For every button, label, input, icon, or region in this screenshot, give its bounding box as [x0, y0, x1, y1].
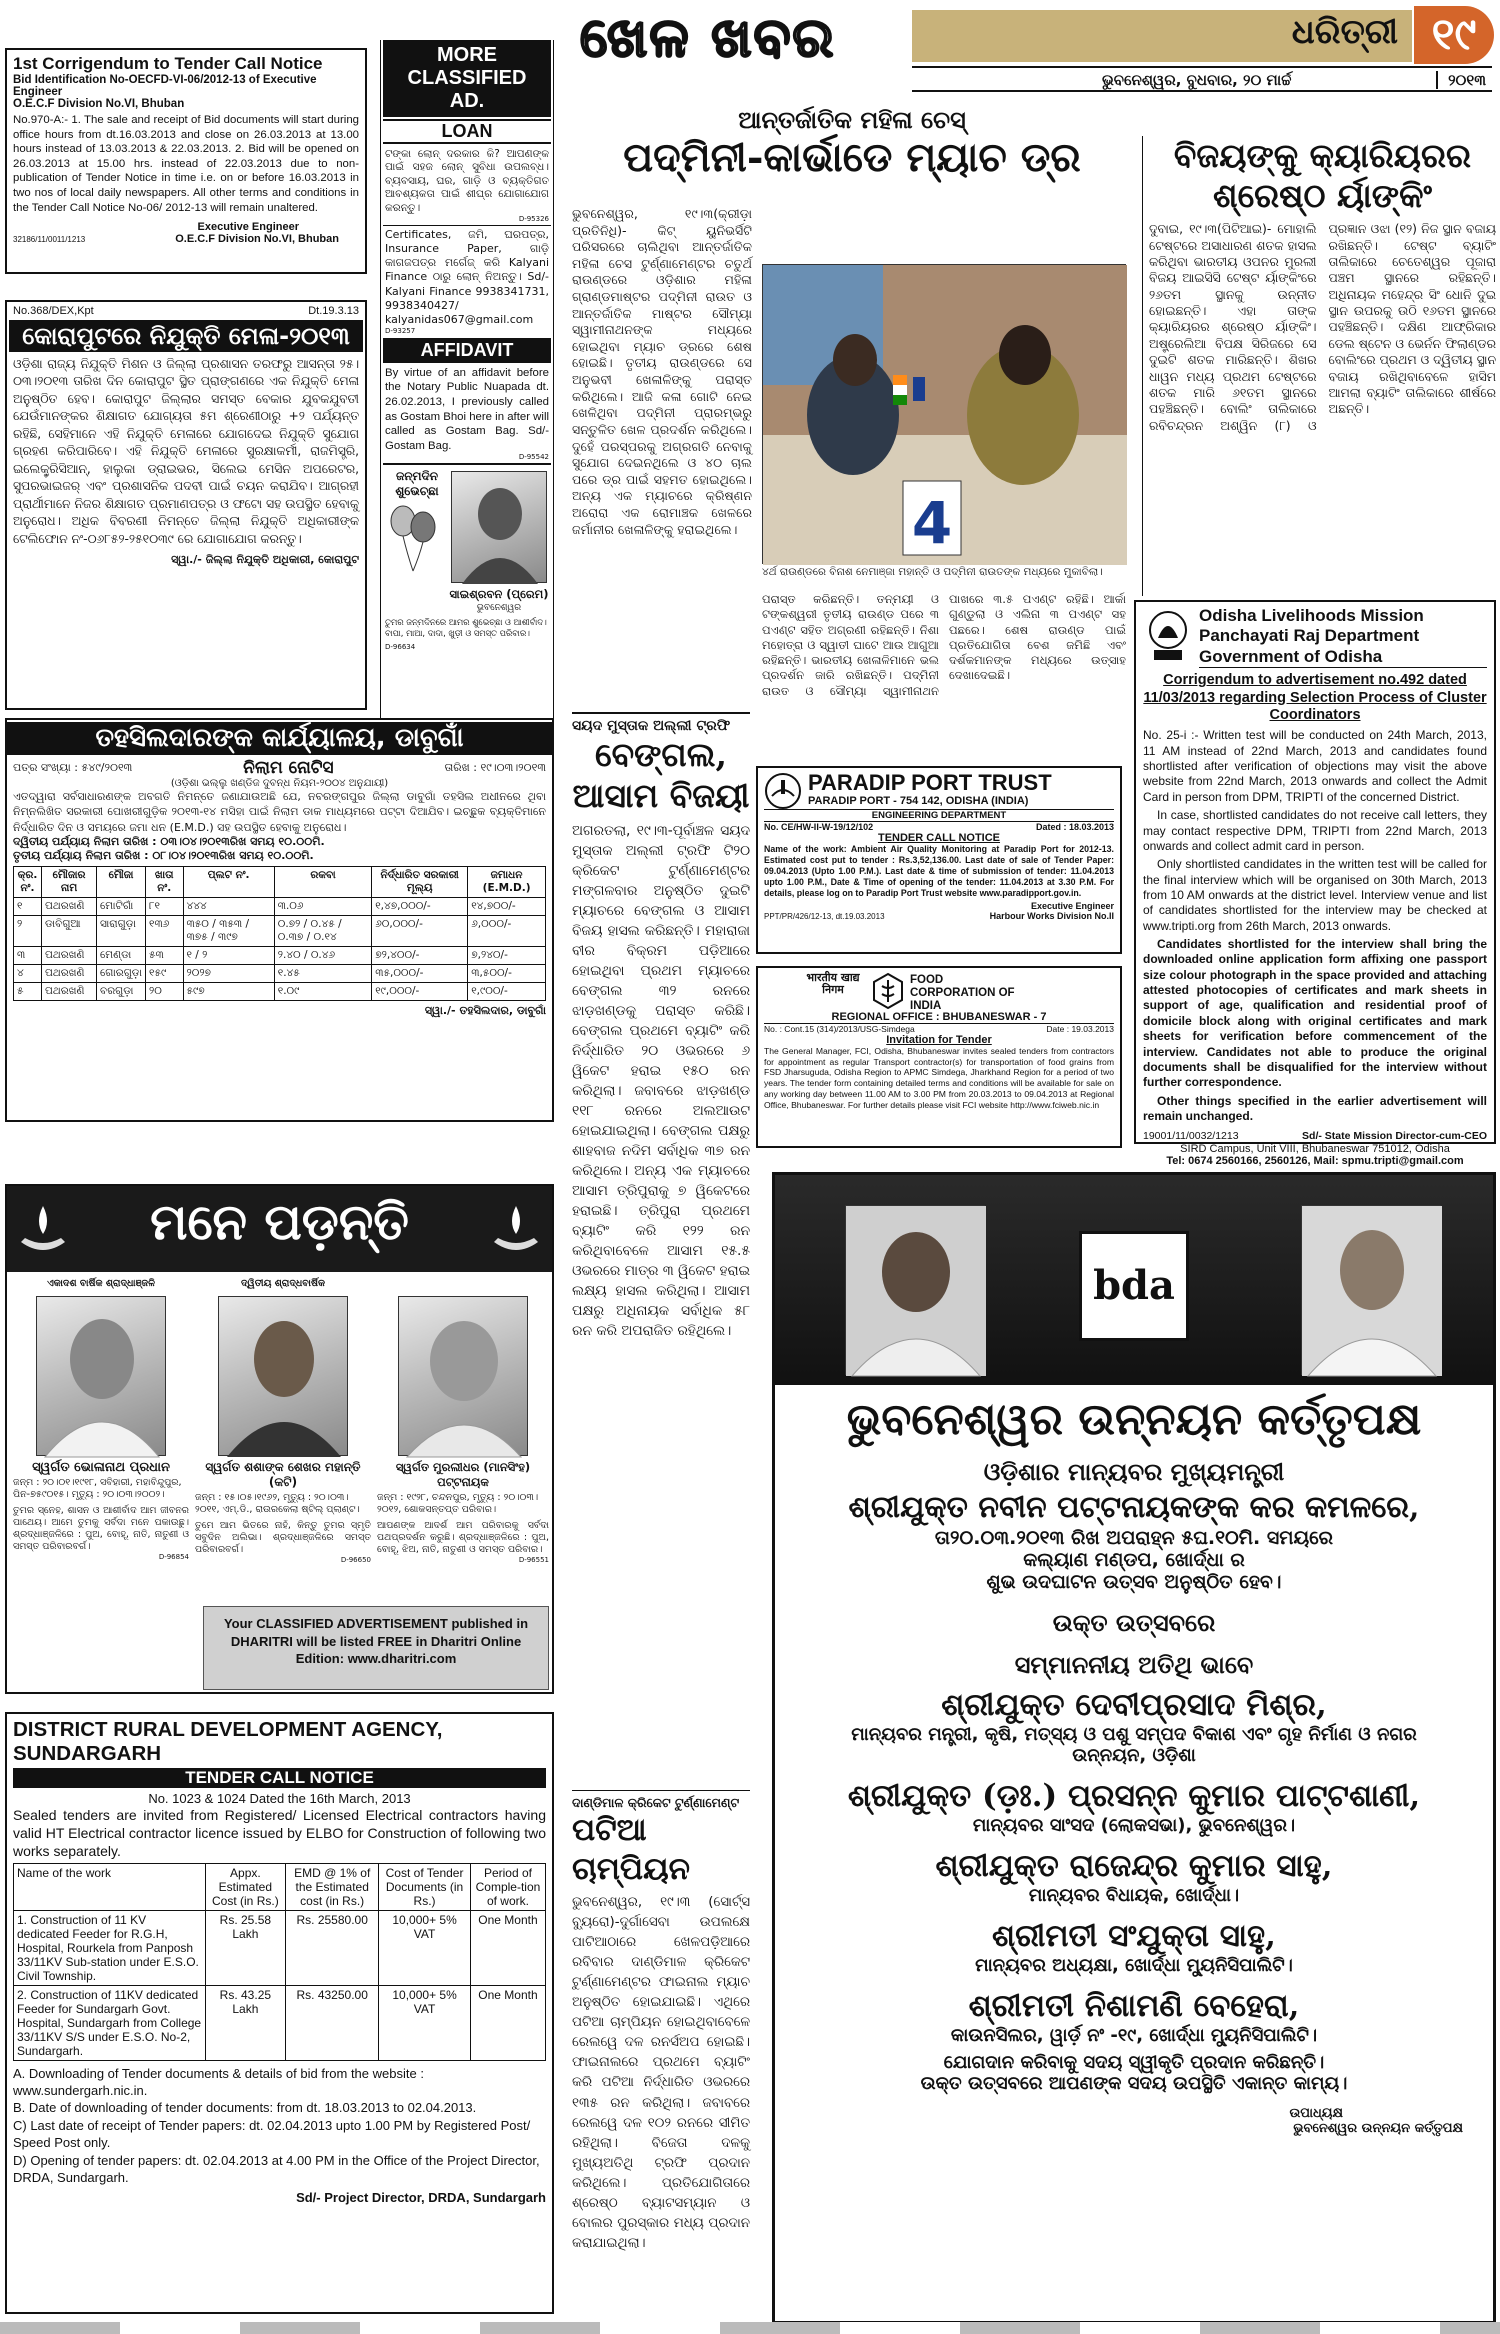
obituary-code: D-96650 — [340, 1556, 371, 1565]
corrigendum-bid-id: Bid Identification No-OECFD-VI-06/2012-13 of Executive Engineer — [13, 74, 317, 98]
bda-guest — [775, 1988, 1493, 2046]
drda-note: A. Downloading of Tender documents & details of bid from the website : www.sundergarh.nic.in. — [13, 2065, 424, 2098]
dharitri-online-promo: Your CLASSIFIED ADVERTISEMENT published in DHARITRI will be listed FREE in Dharitri Online Edition: www.dharitri.com — [203, 1606, 549, 1690]
table-cell: ୧୩୬ — [145, 916, 183, 947]
balloons-icon — [385, 503, 445, 573]
bda-guest — [775, 1687, 1493, 1766]
table-cell: Rs. 43.25 Lakh — [205, 1985, 286, 2060]
table-cell: ୪ — [14, 965, 42, 983]
lamp-icon — [13, 1200, 73, 1260]
dateline: ଭୁବନେଶ୍ୱର, ବୁଧବାର, ୨୦ ମାର୍ଚ୍ଚ — [1102, 71, 1292, 89]
paradip-body: Name of the work: Ambient Air Quality Monitoring at Paradip Port for 2012-13. Estimated cost put to tender : Rs.3,52,136.00. Last date of sale of Tender Paper: 09.04.2013 (Upto 1.00 P.M.). Last date & time of submission of tender: 11.04.2013 upto 1.00 P.M., Date & Time of opening of the tender: 11.04.2013 at 3.30 P.M. For details, please log on to Paradip Port Trust website www.paradipport.gov.in. — [764, 844, 1114, 899]
table-cell: ୩୫,୦୦୦/- — [372, 965, 468, 983]
table-cell: Rs. 25.58 Lakh — [205, 1910, 286, 1985]
table-header: EMD @ 1% of the Estimated cost (in Rs.) — [286, 1863, 379, 1910]
olm-title-1: Odisha Livelihoods Mission — [1199, 606, 1424, 625]
table-cell: ୭୨,୪୦୦/- — [372, 947, 468, 965]
obituary-title: ମନେ ପଡ଼ନ୍ତି — [150, 1192, 409, 1251]
olm-corrigendum — [1134, 600, 1496, 1168]
auction-notice-title: ନିଲାମ ନୋଟିସ — [243, 758, 334, 778]
birthday-wish: ତୁମର ଜନ୍ମଦିନରେ ଆମର ଶୁଭେଚ୍ଛା ଓ ଆଶୀର୍ବାଦ। ବାପା, ମାଆ, ଦାଦା, ଖୁଡ଼ୀ ଓ ସମସ୍ତ ପରିବାର। — [385, 617, 547, 638]
paradip-code: PPT/PR/426/12-13, dt.19.03.2013 — [764, 912, 885, 922]
olm-body-4: Candidates shortlisted for the interview shall bring the downloaded online application form affixing one passport size colour photograph in the space provided and attaching attested photocopies of certificates and mark sheets in support of age, qualification and residential proof of domicile block along with original certificates and mark sheets for verification before commencement of the interview. Candidates not able to produce the original documents shall be disqualified for the interview without further correspondence. — [1143, 937, 1487, 1090]
job-fair-sign: ସ୍ୱା./- ଜିଲ୍ଲା ନିଯୁକ୍ତି ଅଧିକାରୀ, କୋରାପୁଟ — [171, 552, 359, 566]
chess-caption: ୪ର୍ଥ ରାଉଣ୍ଡରେ ବିନାଶ ନେମାଞ୍ଜା ମହାନ୍ତି ଓ ପଦ୍ମିନୀ ରାଉତଙ୍କ ମଧ୍ୟରେ ମୁକାବିଲା। — [762, 566, 1103, 578]
table-cell: ୧,୪୭,୦୦୦/- — [372, 898, 468, 916]
table-cell: Rs. 25580.00 — [286, 1910, 379, 1985]
table-cell: ପଥରଖଣି — [42, 898, 97, 916]
table-cell: ୩୫୦ / ୩୫୩ / ୩୭୫ / ୩୯୭ — [183, 916, 274, 947]
fci-body: The General Manager, FCI, Odisha, Bhubaneswar invites sealed tenders from contractors for appointment as regular Transport contractor(s) for transportation of food grains from FSD Jharsuguda, Odisha Region to APMC Simdega, Jharkhand Region for a period of two years. The tender form containing detailed terms and conditions will be available for sale on any working day between 11.00 AM to 3.00 PM from 20.03.2013 to 09.04.2013 at Regional Office, Bhubaneswar. For further details please visit FCI website http://www.fciweb.nic.in — [764, 1046, 1114, 1110]
fci-date: Date : 19.03.2013 — [1046, 1024, 1114, 1034]
birthday-ad — [381, 467, 553, 651]
classified-column — [380, 40, 554, 720]
obituary-details: ଜନ୍ମ : ୧୯୨୮, ଚନ୍ଦନପୁର, ମୃତ୍ୟୁ : ୨୦।୦୩।୨୦୧୨, ଶୋକସନ୍ତପ୍ତ ପରିବାର। — [377, 1492, 539, 1516]
table-cell: ୨୦ — [145, 983, 183, 1001]
table-cell: ପଥରଖଣି — [42, 947, 97, 965]
drda-note: C) Last date of receipt of Tender papers: dt. 02.04.2013 upto 1.00 PM by Registered Post/ Speed Post only. — [13, 2117, 531, 2151]
bda-cm-name: ଶ୍ରୀଯୁକ୍ତ ନବୀନ ପଟ୍ଟନାୟକଙ୍କ କର କମଳରେ, — [848, 1490, 1420, 1526]
tahsildar-title: ତହସିଲଦାରଙ୍କ କାର୍ଯ୍ୟାଳୟ, ଡାବୁଗାଁ — [7, 722, 552, 755]
olm-title-3: Government of Odisha — [1199, 647, 1487, 668]
divider — [383, 463, 551, 465]
paper-name-bar — [912, 10, 1412, 62]
corrigendum-division: O.E.C.F Division No.VI, Bhuban — [13, 98, 185, 110]
page-number: ୧୯ — [1414, 6, 1494, 64]
table-cell: ପଥରଖଣି — [42, 965, 97, 983]
olm-body-1: No. 25-i :- Written test will be conducted on 24th March, 2013, 11 AM instead of 22nd March, 2013 and candidates found shortlisted after verification of objections may visit the above website from 22nd March, 2013 onwards and collect the Admit Card in person from DPM, TRIPTI of the concerned District. — [1143, 728, 1487, 804]
fci-office: REGIONAL OFFICE : BHUBANESWAR - 7 — [764, 1011, 1114, 1024]
obituary-ad — [5, 1184, 554, 1694]
table-cell: ମୋଟିଗାଁ — [97, 898, 146, 916]
job-fair-ref: No.368/DEX,Kpt — [13, 305, 94, 317]
patia-headline: ପଟିଆ ଚାମ୍ପିୟନ — [572, 1812, 691, 1887]
bda-guest — [775, 1778, 1493, 1836]
table-cell: ୧.୪୫ — [274, 965, 371, 983]
table-cell: ମେଣ୍ଡା — [97, 947, 146, 965]
classified-header: MORE CLASSIFIED AD. — [383, 40, 551, 117]
table-cell: One Month — [470, 1910, 545, 1985]
svg-text:4: 4 — [911, 489, 953, 557]
table-cell: ୩,୫୦୦/- — [468, 965, 546, 983]
tahsildar-date: ତାରିଖ : ୧୯।୦୩।୨୦୧୩ — [444, 761, 546, 774]
fci-hindi-name: भारतीय खाद्य निगम — [806, 971, 860, 997]
year: ୨୦୧୩ — [1436, 71, 1486, 89]
paradip-ref: No. CE/HW-II-W-19/12/102 — [764, 822, 874, 833]
syed-headline: ବେଙ୍ଗଲ, ଆସାମ ବିଜୟୀ — [572, 735, 750, 816]
drda-note: B. Date of downloading of tender documents: from dt. 18.03.2013 to 02.04.2013. — [13, 2100, 477, 2116]
paradip-heading: TENDER CALL NOTICE — [877, 832, 1001, 845]
bda-title: ଭୁବନେଶ୍ୱର ଉନ୍ନୟନ କର୍ତ୍ତୃପକ୍ଷ — [846, 1394, 1422, 1445]
table-row — [14, 965, 546, 983]
table-cell: ୭,୨୪୦/- — [468, 947, 546, 965]
table-cell: ପଥରଖଣି — [42, 983, 97, 1001]
drda-intro: Sealed tenders are invited from Registered/ Licensed Electrical contractors having valid HT Electrical contractor licence issued by ELBO for Construction of following two works separately. — [13, 1807, 546, 1860]
bda-guest-name: ଶ୍ରୀଯୁକ୍ତ ଦେବୀପ୍ରସାଦ ମିଶ୍ର, — [941, 1687, 1327, 1724]
job-fair-body: ଓଡ଼ିଶା ରାଜ୍ୟ ନିଯୁକ୍ତି ମିଶନ ଓ ଜିଲ୍ଲା ପ୍ରଶାସନ ତରଫରୁ ଆସନ୍ତା ୨୫।୦୩।୨୦୧୩ ତାରିଖ ଦିନ କୋରାପୁଟ ସ୍ଥିତ ପ୍ରାଙ୍ଗଣରେ ଏକ ନିଯୁକ୍ତି ମେଳା ଅନୁଷ୍ଠିତ ହେବ। କୋରାପୁଟ ଜିଲ୍ଲାର ସମସ୍ତ ବେକାର ଯୁବକଯୁବତୀ ଯେଉଁମାନଙ୍କର ଶିକ୍ଷାଗତ ଯୋଗ୍ୟତା ୫ମ ଶ୍ରେଣୀଠାରୁ +୨ ପର୍ଯ୍ୟନ୍ତ ରହିଛି, ସେହିମାନେ ଏହି ନିଯୁକ୍ତି ମେଳାରେ ଯୋଗଦେଇ ନିଯୁକ୍ତି ସୁଯୋଗ ଗ୍ରହଣ କରିପାରିବେ। ଏହି ନିଯୁକ୍ତି ମେଳାରେ ସୁରକ୍ଷାକର୍ମୀ, ରାଜମିସ୍ତ୍ରି, ଇଲେକ୍ଟ୍ରିସିଆନ୍, ହାଲୁକା ଡ୍ରାଇଭର, ସିଲେଇ ମେସିନ ଅପରେଟର, ସୁପରଭାଇଜର୍ ଏବଂ ପ୍ରଶାସନିକ ପଦବୀ ପାଇଁ ଚୟନ କରାଯିବ। ଆଗ୍ରହୀ ପ୍ରାର୍ଥୀମାନେ ନିଜର ଶିକ୍ଷାଗତ ପ୍ରମାଣପତ୍ର ଓ ଫଟୋ ସହ ଉପସ୍ଥିତ ହେବାକୁ ଅନୁରୋଧ। ଅଧିକ ବିବରଣୀ ନିମନ୍ତେ ଜିଲ୍ଲା ନିଯୁକ୍ତି ଅଧିକାରୀଙ୍କ ଟେଲିଫୋନ ନଂ-୦୬୮୫୨-୨୫୧୦୩୯ ରେ ଯୋଗାଯୋଗ କରନ୍ତୁ। — [13, 357, 359, 546]
obituary-photo — [218, 1296, 348, 1456]
fci-heading: Invitation for Tender — [886, 1034, 992, 1046]
obituary-person — [195, 1278, 371, 1598]
section-title: ଖେଳ ଖବର — [580, 5, 836, 69]
corrigendum-sign-2: O.E.C.F Division No.VI, Bhuban — [175, 233, 339, 246]
paradip-title: PARADIP PORT TRUST — [808, 770, 1052, 795]
paradip-sign-1: Executive Engineer — [1030, 901, 1114, 912]
table-header: Name of the work — [14, 1863, 206, 1910]
table-cell: ୨.୪୦ / ୦.୪୬ — [274, 947, 371, 965]
table-cell: ୫୯୭ — [183, 983, 274, 1001]
fci-title: FOOD CORPORATION OF INDIA — [910, 974, 1015, 1013]
bda-text — [775, 1391, 1493, 2311]
table-header: Period of Comple-tion of work. — [470, 1863, 545, 1910]
table-cell: ୧୫୯ — [145, 965, 183, 983]
olm-contact: Tel: 0674 2560166, 2560126, Mail: spmu.tripti@gmail.com — [1166, 1155, 1464, 1168]
affidavit-text: By virtue of an affidavit before the Notary Public Nuapada dt. 26.02.2013, I previously called as Gostam Bhoi here in after will called as Gostam Bag. Sd/- Gostam Bag. — [385, 366, 549, 452]
table-header: ଜମାଧନ (E.M.D.) — [468, 867, 546, 898]
chief-minister-photo — [1301, 1205, 1441, 1375]
obituary-photo — [36, 1296, 166, 1456]
table-cell: ଗୋରଗୁଡ଼ା — [97, 965, 146, 983]
table-cell: 1. Construction of 11 KV dedicated Feeder for R.G.H, Hospital, Rourkela from Panposh 33/11KV Sub-station under E.S.O. Civil Township. — [14, 1910, 206, 1985]
bda-guest — [775, 1918, 1493, 1976]
affidavit-code: D-95542 — [518, 453, 549, 462]
table-header: Cost of Tender Documents (in Rs.) — [379, 1863, 471, 1910]
table-cell: ୫ — [14, 983, 42, 1001]
bda-guest-name: ଶ୍ରୀମତୀ ସଂଯୁକ୍ତା ସାହୁ, — [992, 1918, 1276, 1955]
job-fair-title: କୋରାପୁଟରେ ନିଯୁକ୍ତି ମେଳା-୨୦୧୩ — [9, 320, 363, 352]
bda-guest-role: ମାନ୍ୟବର ସାଂସଦ (ଲୋକସଭା), ଭୁବନେଶ୍ୱର। — [972, 1815, 1296, 1837]
table-header: ଖାତା ନଂ. — [145, 867, 183, 898]
table-cell: ୧ — [14, 898, 42, 916]
bda-sign-2: ଭୁବନେଶ୍ୱର ଉନ୍ନୟନ କର୍ତ୍ତୃପକ୍ଷ — [1293, 2121, 1463, 2137]
bda-guest-name: ଶ୍ରୀଯୁକ୍ତ (ଡ଼ଃ.) ପ୍ରସନ୍ନ କୁମାର ପାଟ୍ଟଶାଣୀ, — [847, 1778, 1421, 1815]
birthday-heading: ଜନ୍ମଦିନ ଶୁଭେଚ୍ଛା — [395, 469, 439, 498]
chess-body-2: ପରାସ୍ତ କରିଛନ୍ତି। ତନ୍ମୟୀ ଓ ଟଙ୍କଶ୍ୱରୀ ତୃତୀୟ ରାଉଣ୍ଡ ପରେ ୩ ପଏଣ୍ଟ ସହିତ ଅଗ୍ରଣୀ ରହିଛନ୍ତି। ନିଶା ମହୋତ୍ରା ଓ ସ୍ୱାତୀ ଘାଟେ ଆଉ ଆଗୁଆ ରହିଛନ୍ତି। ଭାରତୀୟ ଖେଳାଳିମାନେ ଭଲ ପ୍ରଦର୍ଶନ ଜାରି ରଖିଛନ୍ତି। ପଦ୍ମିନୀ ରାଉତ ଓ ସୌମ୍ୟା ସ୍ୱାମୀନାଥନ ପାଖରେ ୩.୫ ପଏଣ୍ଟ ରହିଛି। ଆର୍କା ଗୁଣ୍ଡୁଲା ଓ ଏଲିନା ୩ ପଏଣ୍ଟ ସହ ପଛରେ। ଶେଷ ରାଉଣ୍ଡ ପାଇଁ ପ୍ରତିଯୋଗିତା ବେଶ ଜମିଛି ଏବଂ ଦର୍ଶକମାନଙ୍କ ମଧ୍ୟରେ ଉତ୍ସାହ ଦେଖାଦେଇଛି। — [762, 592, 1126, 698]
drda-tender — [5, 1712, 554, 2314]
vijay-body: ଦୁବାଇ, ୧୯।୩(ପିଟିଆଇ)- ମୋହାଲି ଟେଷ୍ଟରେ ଅସାଧାରଣ ଶତକ ହାସଲ କରିଥିବା ଭାରତୀୟ ଓପନର ମୁରଲୀ ବିଜୟ ଆଇସିସି ଟେଷ୍ଟ ର୍ୟାଙ୍କିଂରେ ୨୬ତମ ସ୍ଥାନକୁ ଉନ୍ନୀତ ହୋଇଛନ୍ତି। ଏହା ତାଙ୍କ କ୍ୟାରିୟରର ଶ୍ରେଷ୍ଠ ର୍ୟାଙ୍କିଂ। ଅଷ୍ଟ୍ରେଲିଆ ବିପକ୍ଷ ସିରିଜରେ ସେ ଦୁଇଟି ଶତକ ମାରିଛନ୍ତି। ଶିଖର ଧାୱନ ମଧ୍ୟ ପ୍ରଥମ ଟେଷ୍ଟରେ ଶତକ ମାରି ୬୧ତମ ସ୍ଥାନରେ ପହଞ୍ଚିଛନ୍ତି। ବୋଲିଂ ତାଲିକାରେ ରବିଚନ୍ଦ୍ରନ ଅଶ୍ୱିନ (୮) ଓ ପ୍ରଜ୍ଞାନ ଓଝା (୧୨) ନିଜ ସ୍ଥାନ ବଜାୟ ରଖିଛନ୍ତି। ଟେଷ୍ଟ ବ୍ୟାଟିଂ ତାଲିକାରେ ଚେତେଶ୍ୱର ପୂଜାରା ପଞ୍ଚମ ସ୍ଥାନରେ ରହିଛନ୍ତି। ଅଧିନାୟକ ମହେନ୍ଦ୍ର ସିଂ ଧୋନି ଦୁଇ ସ୍ଥାନ ଉପରକୁ ଉଠି ୧୬ତମ ସ୍ଥାନରେ ପହଞ୍ଚିଛନ୍ତି। ଦକ୍ଷିଣ ଆଫ୍ରିକାର ଡେଲ ଷ୍ଟେନ ଓ ଭେର୍ନନ ଫିଲାଣ୍ଡର ବୋଲିଂରେ ପ୍ରଥମ ଓ ଦ୍ୱିତୀୟ ସ୍ଥାନ ବଜାୟ ରଖିଥିବାବେଳେ ହାସିମ ଆମଲା ବ୍ୟାଟିଂ ତାଲିକାରେ ଶୀର୍ଷରେ ଅଛନ୍ତି। — [1149, 221, 1496, 433]
table-row — [14, 1910, 546, 1985]
birthday-code: D-96634 — [385, 643, 416, 652]
corrigendum-title: 1st Corrigendum to Tender Call Notice — [13, 54, 323, 73]
obituary-name: ସ୍ୱର୍ଗତ ଶଶାଙ୍କ ଶେଖର ମହାନ୍ତି (କଟି) — [205, 1460, 361, 1489]
chess-photo — [762, 264, 1126, 564]
paradip-subtitle: PARADIP PORT - 754 142, ODISHA (INDIA) — [808, 795, 1029, 808]
fci-ref: No. : Cont.15 (314)/2013/USG-Simdega — [764, 1024, 915, 1034]
patia-story — [572, 1790, 750, 2320]
bda-venue: କଲ୍ୟାଣ ମଣ୍ଡପ, ଖୋର୍ଦ୍ଧା ର — [1023, 1549, 1245, 1572]
tahsildar-body: ଏତଦ୍ୱାରା ସର୍ବସାଧାରଣଙ୍କ ଅବଗତି ନିମନ୍ତେ ଜଣାଯାଉଅଛି ଯେ, ନବରଙ୍ଗପୁର ଜିଲ୍ଲା ଡାବୁଗାଁ ତହସିଲ ଅଧୀନରେ ଥିବା ନିମ୍ନଲିଖିତ ସରକାରୀ ପୋଖରୀଗୁଡ଼ିକ ୨୦୧୩-୧୪ ମସିହା ପାଇଁ ନିଲାମ ଡାକ ମାଧ୍ୟମରେ ପଟ୍ଟା ଦିଆଯିବ। ଇଚ୍ଛୁକ ବ୍ୟକ୍ତିମାନେ ନିର୍ଦ୍ଧାରିତ ଦିନ ଓ ସମୟରେ ଜମା ଧନ (E.M.D.) ସହ ଉପସ୍ଥିତ ହେବାକୁ ଅନୁରୋଧ। — [13, 790, 546, 834]
corrigendum-sign-1: Executive Engineer — [197, 221, 299, 234]
obituary-photo — [398, 1296, 528, 1456]
bda-guest — [775, 1848, 1493, 1906]
corrigendum-code: 32186/11/0011/1213 — [13, 235, 86, 245]
birthday-place: ଭୁବନେଶ୍ୱର — [476, 603, 522, 614]
table-cell: ୧.୦୯ — [274, 983, 371, 1001]
bda-logo — [1079, 1231, 1189, 1341]
job-fair-date: Dt.19.3.13 — [308, 305, 359, 317]
bda-event: ଶୁଭ ଉଦଘାଟନ ଉତ୍ସବ ଅନୁଷ୍ଠିତ ହେବ। — [986, 1571, 1282, 1594]
table-header: ନିର୍ଦ୍ଧାରିତ ସରକାରୀ ମୂଲ୍ୟ — [372, 867, 468, 898]
job-fair-ad — [5, 300, 367, 710]
table-row — [14, 983, 546, 1001]
table-cell: ୧୪,୭୦୦/- — [468, 898, 546, 916]
drda-note: D) Opening of tender papers: dt. 02.04.2013 at 4.00 PM in the Office of the Project Director, DRDA, Sundargarh. — [13, 2152, 540, 2185]
syed-mushtaq-story — [572, 712, 750, 1612]
loan-code-2: D-93257 — [385, 326, 416, 335]
fci-logo-icon — [870, 972, 906, 1010]
vijay-story — [1142, 136, 1496, 596]
paradip-dept: ENGINEERING DEPARTMENT — [764, 809, 1114, 822]
birthday-name: ସାଇଶ୍ରବନ (ପ୍ରେମ) — [449, 587, 549, 602]
corrigendum-body: No.970-A:- 1. The sale and receipt of Bid documents will start during office hours from dt.16.03.2013 and close on 26.03.2013 at 13.00 hours instead of 13.03.2013 & 22.03.2013. 2. Bid will be opened on 26.03.2013 at 15.00 hrs. instead of 22.03.2013 due to non- publication of Tender Notice in time i.e. on or before 16.03.2013 in two nos of local daily newspapers. All other terms and conditions in the Tender Call Notice No-06/ 2012-13 will remain unaltered. — [13, 114, 359, 214]
drda-ref: No. 1023 & 1024 Dated the 16th March, 2013 — [148, 1791, 411, 1806]
bda-invitation — [772, 1172, 1496, 2324]
auction-table — [13, 866, 546, 1001]
table-cell: ୫୩ — [145, 947, 183, 965]
table-cell: ୧,୯୦୦/- — [468, 983, 546, 1001]
table-cell: ୬୦,୦୦୦/- — [372, 916, 468, 947]
tahsildar-round-2: ଦ୍ୱିତୀୟ ପର୍ଯ୍ୟାୟ ନିଲାମ ତାରିଖ : ୦୩।୦୪।୨୦୧୩ରିଖ ସମୟ ୧୦.୦୦ମି. — [13, 835, 325, 849]
bda-guest-name: ଶ୍ରୀମତୀ ନିଶାମଣି ବେହେରା, — [968, 1988, 1300, 2025]
bda-date-line: ତା୨୦.୦୩.୨୦୧୩ ରିଖ ଅପରାହ୍ନ ୫ଘ.୧୦ମି. ସମୟରେ — [934, 1527, 1334, 1550]
table-cell: ବରଗୁଡ଼ା — [97, 983, 146, 1001]
masthead — [572, 4, 1496, 98]
paradip-tender — [756, 766, 1122, 954]
table-cell: ୨ — [14, 916, 42, 947]
obituary-code: D-96551 — [518, 1556, 549, 1565]
bda-sign-1: ଉପାଧ୍ୟକ୍ଷ — [1289, 2106, 1343, 2122]
table-header: କ୍ର. ନଂ. — [14, 867, 42, 898]
obituary-details: ଜନ୍ମ : ୧୫।୦୫।୧୯୬୨, ମୃତ୍ୟୁ : ୨୦।୦୩।୨୦୧୧, ଏମ୍.ଡି., ରାଉରକେଲା ଷ୍ଟିଲ୍ ପ୍ଲାଣ୍ଟ। — [195, 1492, 360, 1516]
syed-body: ଅଗରତଲା, ୧୯।୩-ପୂର୍ବାଞ୍ଚଳ ସୟଦ ମୁସ୍ତାକ ଅଲ୍ଲୀ ଟ୍ରଫି ଟି୨୦ କ୍ରିକେଟ ଟୁର୍ଣ୍ଣାମେଣ୍ଟର ମଙ୍ଗଳବାର ଅନୁଷ୍ଠିତ ଦୁଇଟି ମ୍ୟାଚରେ ବେଙ୍ଗଲ ଓ ଆସାମ ବିଜୟ ହାସଲ କରିଛନ୍ତି। ମହାରାଜା ବୀର ବିକ୍ରମ ପଡ଼ିଆରେ ହୋଇଥିବା ପ୍ରଥମ ମ୍ୟାଚରେ ବେଙ୍ଗଲ ୩୨ ରନରେ ଝାଡ଼ଖଣ୍ଡକୁ ପରାସ୍ତ କରିଛି। ବେଙ୍ଗଲ ପ୍ରଥମେ ବ୍ୟାଟିଂ କରି ନିର୍ଦ୍ଧାରିତ ୨୦ ଓଭରରେ ୬ ୱିକେଟ ହରାଇ ୧୫୦ ରନ କରିଥିଲା। ଜବାବରେ ଝାଡ଼ଖଣ୍ଡ ୧୧୮ ରନରେ ଅଲଆଉଟ ହୋଇଯାଇଥିଲା। ବେଙ୍ଗଲ ପକ୍ଷରୁ ଶାହବାଜ ନଦିମ ସର୍ବାଧିକ ୩୭ ରନ କରିଥିଲେ। ଅନ୍ୟ ଏକ ମ୍ୟାଚରେ ଆସାମ ତ୍ରିପୁରାକୁ ୭ ୱିକେଟରେ ହରାଇଛି। ତ୍ରିପୁରା ପ୍ରଥମେ ବ୍ୟାଟିଂ କରି ୧୨୨ ରନ କରିଥିବାବେଳେ ଆସାମ ୧୫.୫ ଓଭରରେ ମାତ୍ର ୩ ୱିକେଟ ହରାଇ ଲକ୍ଷ୍ୟ ହାସଲ କରିଥିଲା। ଆସାମ ପକ୍ଷରୁ ଅଧିନାୟକ ସର୍ବାଧିକ ୫୮ ରନ କରି ଅପରାଜିତ ରହିଥିଲେ। — [572, 822, 750, 1339]
tahsildar-letter-no: ପତ୍ର ସଂଖ୍ୟା : ୫୪୯/୨୦୧୩ — [13, 761, 133, 774]
bda-guests-intro: ସମ୍ମାନନୀୟ ଅତିଥି ଭାବେ — [1014, 1651, 1254, 1680]
olm-sign: Sd/- State Mission Director-cum-CEO — [1302, 1130, 1487, 1143]
loan-text: ଟଙ୍କା ଲୋନ୍ ଦରକାର କି? ଆପଣଙ୍କ ପାଇଁ ସହଜ ଲୋନ୍ ସୁବିଧା ଉପଲବ୍ଧ। ବ୍ୟବସାୟ, ଘର, ଗାଡ଼ି ଓ ବ୍ୟକ୍ତିଗତ ଆବଶ୍ୟକତା ପାଇଁ ଶୀଘ୍ର ଯୋଗାଯୋଗ କରନ୍ତୁ। — [385, 148, 549, 214]
bda-guest-role: ମାନ୍ୟବର ବିଧାୟକ, ଖୋର୍ଦ୍ଧା। — [1028, 1885, 1240, 1907]
patia-kicker: ଦାଣ୍ଡିମାଳ କ୍ରିକେଟ ଟୁର୍ଣ୍ଣାମେଣ୍ଟ — [572, 1795, 740, 1810]
tahsildar-notice — [5, 718, 554, 1122]
print-registration-bar — [0, 2322, 1500, 2334]
tahsildar-sign: ସ୍ୱା./- ତହସିଲଦାର, ଡାବୁଗାଁ — [424, 1004, 546, 1018]
bda-closing-1: ଯୋଗଦାନ କରିବାକୁ ସଦୟ ସ୍ୱୀକୃତି ପ୍ରଦାନ କରିଛନ୍ତି। — [943, 2052, 1325, 2074]
table-cell: ୬,୦୦୦/- — [468, 916, 546, 947]
table-cell: One Month — [470, 1985, 545, 2060]
bda-guest-name: ଶ୍ରୀଯୁକ୍ତ ରାଜେନ୍ଦ୍ର କୁମାର ସାହୁ, — [935, 1848, 1333, 1885]
table-row — [14, 916, 546, 947]
patia-body: ଭୁବନେଶ୍ୱର, ୧୯।୩ (ସୋର୍ଟ୍ସ ବ୍ୟୁରୋ)-ଦୁର୍ଗାସେବା ଉପଲକ୍ଷେ ପାଟିଆଠାରେ ଖେଳପଡ଼ିଆରେ ରବିବାର ଦାଣ୍ଡିମାଳ କ୍ରିକେଟ ଟୁର୍ଣ୍ଣାମେଣ୍ଟର ଫାଇନାଲ ମ୍ୟାଚ ଅନୁଷ୍ଠିତ ହୋଇଯାଇଛି। ଏଥିରେ ପଟିଆ ଚାମ୍ପିୟନ ହୋଇଥିବାବେଳେ ରେଲୱେ ଦଳ ରନର୍ସଅପ ହୋଇଛି। ଫାଇନାଲରେ ପ୍ରଥମେ ବ୍ୟାଟିଂ କରି ପଟିଆ ନିର୍ଦ୍ଧାରିତ ଓଭରରେ ୧୩୫ ରନ କରିଥିଲା। ଜବାବରେ ରେଲୱେ ଦଳ ୧୦୨ ରନରେ ସୀମିତ ରହିଥିଲା। ବିଜେତା ଦଳକୁ ମୁଖ୍ୟଅତିଥି ଟ୍ରଫି ପ୍ରଦାନ କରିଥିଲେ। ପ୍ରତିଯୋଗିତାରେ ଶ୍ରେଷ୍ଠ ବ୍ୟାଟସମ୍ୟାନ ଓ ବୋଲର ପୁରସ୍କାର ମଧ୍ୟ ପ୍ରଦାନ କରାଯାଇଥିଲା। — [572, 1894, 750, 2252]
drda-subtitle: TENDER CALL NOTICE — [13, 1768, 546, 1788]
obituary-header — [7, 1186, 552, 1272]
minister-photo — [845, 1205, 985, 1375]
table-header: ପ୍ଲଟ ନଂ. — [183, 867, 274, 898]
table-cell: ସାରାଗୁଡ଼ା — [97, 916, 146, 947]
obituary-person — [377, 1278, 549, 1598]
bda-guest-role: ମାନ୍ୟବର ମନ୍ତ୍ରୀ, କୃଷି, ମତ୍ସ୍ୟ ଓ ପଶୁ ସମ୍ପଦ ବିକାଶ ଏବଂ ଗୃହ ନିର୍ମାଣ ଓ ନଗର ଉନ୍ନୟନ, ଓଡ଼ିଶା — [851, 1724, 1417, 1767]
olm-address: SIRD Campus, Unit VIII, Bhubaneswar 751012, Odisha — [1180, 1143, 1450, 1156]
table-cell: 10,000+ 5% VAT — [379, 1910, 471, 1985]
loan-text-2: Certificates, ଜମି, ଘରପତ୍ର, Insurance Paper, ଗାଡ଼ି କାଗଜପତ୍ର ମର୍ଗେଜ୍ କରି Kalyani Finance ଠାରୁ ଲୋନ୍ ନିଅନ୍ତୁ। Sd/- Kalyani Finance 9938341731, 9938340427/ kalyanidas067@gmail.com — [385, 228, 549, 326]
syed-kicker: ସୟଦ ମୁସ୍ତାକ ଅଲ୍ଲୀ ଟ୍ରଫି — [572, 718, 731, 734]
table-cell: 2. Construction of 11KV dedicated Feeder for Sundargarh Govt. Hospital, Sundargarh from College 33/11KV S/S under E.S.O. No-2, Sundargarh. — [14, 1985, 206, 2060]
table-header: ମୌଜାର ନାମ — [42, 867, 97, 898]
paper-name: ଧରିତ୍ରୀ — [1291, 12, 1398, 52]
obituary-tribute: ଆପଣଙ୍କ ଆଦର୍ଶ ଆମ ପରିବାରକୁ ସର୍ବଦା ପଥପ୍ରଦର୍ଶନ କରୁଛି। ଶ୍ରଦ୍ଧାଞ୍ଜଳିରେ : ପୁଅ, ବୋହୂ, ଝିଅ, ନାତି, ନାତୁଣୀ ଓ ସମସ୍ତ ପରିବାର। — [377, 1519, 549, 1555]
obituary-tag: ଏକାଦଶ ବାର୍ଷିକ ଶ୍ରାଦ୍ଧାଞ୍ଜଳି — [47, 1278, 155, 1289]
table-row — [14, 1985, 546, 2060]
olm-title-2: Panchayati Raj Department — [1199, 626, 1420, 646]
tahsildar-round-3: ତୃତୀୟ ପର୍ଯ୍ୟାୟ ନିଲାମ ତାରିଖ : ୦୮।୦୪।୨୦୧୩ରିଖ ସମୟ ୧୦.୦୦ମି. — [13, 849, 314, 863]
obituary-code: D-96854 — [158, 1553, 189, 1562]
paradip-date: Dated : 18.03.2013 — [1035, 822, 1114, 833]
table-row — [14, 898, 546, 916]
table-cell: ୦.୭୨ / ୦.୪୫ / ୦.୩୭ / ୦.୧୪ — [274, 916, 371, 947]
table-cell: ୨୦୨୭ — [183, 965, 274, 983]
table-cell: ୩.୦୬ — [274, 898, 371, 916]
divider — [383, 225, 551, 226]
table-header: ମୌଜା — [97, 867, 146, 898]
table-header: ରକବା — [274, 867, 371, 898]
vijay-headline: ବିଜୟଙ୍କୁ କ୍ୟାରିୟରର ଶ୍ରେଷ୍ଠ ର୍ୟାଙ୍କିଂ — [1173, 136, 1472, 215]
table-row — [14, 947, 546, 965]
table-cell: ୧୯,୦୦୦/- — [372, 983, 468, 1001]
obituary-details: ଜନ୍ମ : ୨୦।୦୧।୧୯୧୮, ସବିହାରୀ, ମହାବିନ୍ଦୁପୁର, ପିନ-୭୫୯୦୧୫। ମୃତ୍ୟୁ : ୨୦।୦୩।୨୦୦୨। — [13, 1477, 182, 1501]
chess-story — [572, 106, 1132, 706]
birthday-photo — [451, 471, 547, 583]
olm-body-3: Only shortlisted candidates in the written test will be called for the final interview which will be organised on 30th March, 2013 from 10 AM onwards at the district level. Interview venue and list of candidates shortlisted for the interview may be checked at www.tripti.org from 26th March, 2013 onwards. — [1143, 857, 1487, 933]
paradip-logo-icon — [764, 772, 802, 810]
table-header: Appx. Estimated Cost (in Rs.) — [205, 1863, 286, 1910]
table-cell: ୧ / ୨ — [183, 947, 274, 965]
bda-guest-role: କାଉନସିଲର, ୱାର୍ଡ଼ ନଂ -୧୯, ଖୋର୍ଦ୍ଧା ମ୍ୟୁନିସିପାଲିଟି। — [950, 2025, 1318, 2047]
table-cell: 10,000+ 5% VAT — [379, 1985, 471, 2060]
obituary-tribute: ତୁମର ସ୍ନେହ, ଶାସନ ଓ ଆଶୀର୍ବାଦ ଆମ ଜୀବନର ପାଥେୟ। ଆମେ ତୁମକୁ ସର୍ବଦା ମନେ ପକାଉଛୁ। ଶ୍ରଦ୍ଧାଞ୍ଜଳିରେ : ପୁଅ, ବୋହୂ, ନାତି, ନାତୁଣୀ ଓ ସମସ୍ତ ପରିବାରବର୍ଗ। — [13, 1504, 189, 1553]
obituary-tag — [377, 1278, 549, 1292]
drda-sign: Sd/- Project Director, DRDA, Sundargarh — [296, 2190, 546, 2206]
table-cell: ୩ — [14, 947, 42, 965]
bda-cm-intro: ଓଡ଼ିଶାର ମାନ୍ୟବର ମୁଖ୍ୟମନ୍ତ୍ରୀ — [983, 1458, 1285, 1487]
chess-kicker: ଆନ୍ତର୍ଜାତିକ ମହିଳା ଚେସ୍ — [738, 106, 966, 134]
drda-table — [13, 1863, 546, 2061]
obituary-name: ସ୍ୱର୍ଗତ ଭୋଳାନାଥ ପ୍ରଧାନ — [32, 1460, 170, 1475]
bda-guest-role: ମାନ୍ୟବର ଅଧ୍ୟକ୍ଷା, ଖୋର୍ଦ୍ଧା ମ୍ୟୁନିସିପାଲିଟି। — [975, 1955, 1293, 1977]
odisha-emblem-icon — [1144, 608, 1192, 664]
bda-occasion: ଉକ୍ତ ଉତ୍ସବରେ — [1052, 1609, 1216, 1638]
bda-logo-text: bda — [1093, 1262, 1175, 1309]
loan-code: D-95326 — [518, 215, 549, 224]
fci-tender — [756, 966, 1122, 1148]
dateline-bar — [912, 66, 1492, 92]
drda-title: DISTRICT RURAL DEVELOPMENT AGENCY, SUNDARGARH — [13, 1718, 443, 1765]
obituary-name: ସ୍ୱର୍ଗତ ମୁରଲୀଧର (ମାନସିଂହ) ପଟ୍ଟନାୟକ — [395, 1460, 531, 1489]
olm-code: 19001/11/0032/1213 — [1143, 1130, 1239, 1143]
loan-header: LOAN — [383, 119, 551, 144]
corrigendum-ad — [5, 48, 367, 274]
tahsildar-subtitle: (ଓଡ଼ିଶା ଭଲ୍ଲୁ ଖଣ୍ଡିଜ ଦୁବନ୍ଧ ନିୟମ-୨୦୦୪ ଅନୁଯାୟୀ) — [170, 778, 389, 789]
olm-body-5: Other things specified in the earlier advertisement will remain unchanged. — [1143, 1093, 1487, 1123]
bda-closing-2: ଉକ୍ତ ଉତ୍ସବରେ ଆପଣଙ୍କ ସଦୟ ଉପସ୍ଥିତି ଏକାନ୍ତ କାମ୍ୟ। — [920, 2073, 1348, 2095]
obituary-tag: ଦ୍ୱିତୀୟ ଶ୍ରାଦ୍ଧବାର୍ଷିକ — [241, 1278, 325, 1289]
obituary-person — [13, 1278, 189, 1688]
chess-headline: ପଦ୍ମିନୀ-କାର୍ଭାଡେ ମ୍ୟାଚ ଡ୍ର — [623, 134, 1081, 181]
paradip-sign-2: Harbour Works Division No.II — [989, 911, 1114, 922]
olm-body-2: In case, shortlisted candidates do not receive call letters, they may contact respective DPM, TRIPTI from 22nd March, 2013 onwards and collect admit card in person. — [1143, 808, 1487, 853]
chess-body-1: ଭୁବନେଶ୍ୱର, ୧୯।୩(କ୍ରୀଡ଼ା ପ୍ରତିନିଧି)- କିଟ୍ ୟୁନିଭର୍ସିଟି ପରିସରରେ ଚାଲିଥିବା ଆନ୍ତର୍ଜାତିକ ମହିଳା ଚେସ ଟୁର୍ଣ୍ଣାମେଣ୍ଟର ଚତୁର୍ଥ ରାଉଣ୍ଡରେ ଓଡ଼ିଶାର ମହିଳା ଗ୍ରାଣ୍ଡମାଷ୍ଟର ପଦ୍ମିନୀ ରାଉତ ଓ ଆନ୍ତର୍ଜାତିକ ମାଷ୍ଟର ସୌମ୍ୟା ସ୍ୱାମୀନାଥନଙ୍କ ମଧ୍ୟରେ ହୋଇଥିବା ମ୍ୟାଚ ଡ୍ରରେ ଶେଷ ହୋଇଛି। ତୃତୀୟ ରାଉଣ୍ଡରେ ସେ ଅନୁଭବୀ ଖେଳାଳିଙ୍କୁ ପରାସ୍ତ କରିଥିଲେ। ଆଜି କଳା ଗୋଟି ନେଇ ଖେଳିଥିବା ପଦ୍ମିନୀ ପ୍ରାରମ୍ଭରୁ ସନ୍ତୁଳିତ ଖେଳ ପ୍ରଦର୍ଶନ କରିଥିଲେ। ଦୁହେଁ ପରସ୍ପରକୁ ଅଗ୍ରଗତି ନେବାକୁ ସୁଯୋଗ ଦେଇନଥିଲେ ଓ ୪୦ ଚାଲ ପରେ ଡ୍ର ପାଇଁ ସହମତ ହୋଇଥିଲେ। ଅନ୍ୟ ଏକ ମ୍ୟାଚରେ କ୍ରିଷ୍ଣନ ଅରୋରା ଏକ ରୋମାଞ୍ଚକ ଖେଳରେ ଜର୍ମାନୀର ଖେଳାଳିଙ୍କୁ ହରାଇଥିଲେ। — [572, 206, 752, 537]
table-cell: ଡାବିଗୁଆ — [42, 916, 97, 947]
table-cell: ୮୧ — [145, 898, 183, 916]
olm-subject: Corrigendum to advertisement no.492 dated 11/03/2013 regarding Selection Process of Cluster Coordinators — [1143, 672, 1487, 723]
table-cell: ୪୪୪ — [183, 898, 274, 916]
affidavit-header: AFFIDAVIT — [383, 338, 551, 363]
table-cell: Rs. 43250.00 — [286, 1985, 379, 2060]
obituary-tribute: ତୁମେ ଆମ ଭିତରେ ନାହଁ, କିନ୍ତୁ ତୁମର ସ୍ମୃତି ସବୁଦିନ ଅଲିଭା। ଶ୍ରଦ୍ଧାଞ୍ଜଳିରେ ସମସ୍ତ ପରିବାରବର୍ଗ। — [195, 1519, 371, 1555]
lamp-icon — [486, 1200, 546, 1260]
